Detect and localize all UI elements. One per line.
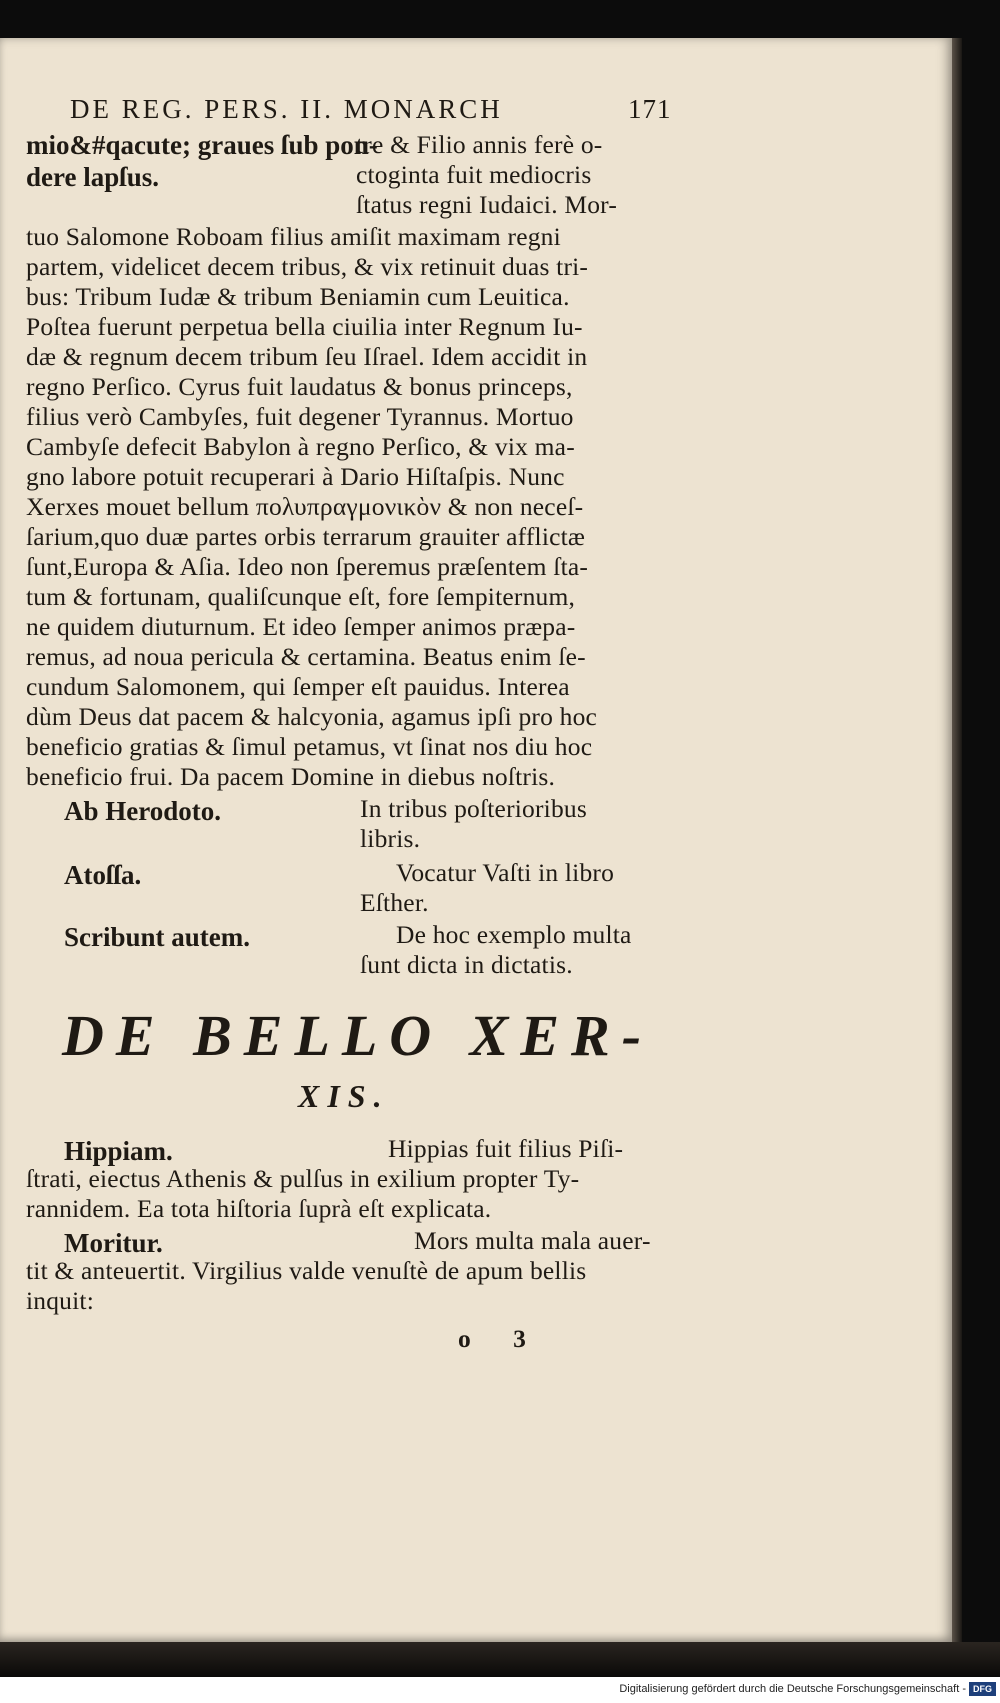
body-line: Poſtea fuerunt perpetua bella ciuilia inter Regnum Iu- xyxy=(26,312,583,341)
section-line: ſtrati, eiectus Athenis & pulſus in exilium propter Ty- xyxy=(26,1164,580,1193)
body-line: cundum Salomonem, qui ſemper eſt pauidus. Interea xyxy=(26,672,570,701)
body-line: filius verò Cambyſes, fuit degener Tyrannus. Mortuo xyxy=(26,402,574,431)
body-line: remus, ad noua pericula & certamina. Beatus enim ſe- xyxy=(26,642,586,671)
body-line: beneficio gratias & ſimul petamus, vt ſinat nos diu hoc xyxy=(26,732,593,761)
top-left-note-line-2: dere lapſus. xyxy=(26,162,160,192)
body-line: partem, videlicet decem tribus, & vix retinuit duas tri- xyxy=(26,252,589,281)
footer-credit: Digitalisierung gefördert durch die Deutsche Forschungsgemeinschaft - xyxy=(619,1683,966,1695)
section-line: Mors multa mala auer- xyxy=(414,1226,651,1255)
gloss-note-line: In tribus poſterioribus xyxy=(360,794,587,823)
section-lemma: Hippiam. xyxy=(64,1136,173,1166)
body-line: Cambyſe defecit Babylon à regno Perſico, & vix ma- xyxy=(26,432,575,461)
top-right-line-3: ſtatus regni Iudaici. Mor- xyxy=(356,190,618,219)
body-line: bus: Tribum Iudæ & tribum Beniamin cum Leuitica. xyxy=(26,282,570,311)
gloss-lemma: Ab Herodoto. xyxy=(64,796,222,826)
gloss-lemma: Scribunt autem. xyxy=(64,922,251,952)
page-edge-shadow xyxy=(952,38,962,1642)
gloss-note-line: De hoc exemplo multa xyxy=(396,920,632,949)
body-line: dæ & regnum decem tribum ſeu Iſrael. Idem accidit in xyxy=(26,342,588,371)
dfg-logo: DFG xyxy=(969,1682,996,1696)
body-line: beneficio frui. Da pacem Domine in diebus noſtris. xyxy=(26,762,556,791)
gloss-note-line: Vocatur Vaſti in libro xyxy=(396,858,615,887)
footer-bar xyxy=(0,1677,1000,1703)
top-right-line-1: tre & Filio annis ferè o- xyxy=(356,130,603,159)
body-line: dùm Deus dat pacem & halcyonia, agamus ipſi pro hoc xyxy=(26,702,598,731)
gloss-lemma: Atoſſa. xyxy=(64,860,142,890)
body-line: regno Perſico. Cyrus fuit laudatus & bonus princeps, xyxy=(26,372,573,401)
scan-background-strip xyxy=(0,1642,1000,1677)
section-title-line-2: XIS. xyxy=(298,1078,390,1114)
section-line: rannidem. Ea tota hiſtoria ſuprà eſt explicata. xyxy=(26,1194,492,1223)
section-lemma: Moritur. xyxy=(64,1228,163,1258)
body-line: Xerxes mouet bellum πολυπραγμονικὸν & non neceſ- xyxy=(26,492,584,521)
page-number: 171 xyxy=(628,94,672,124)
top-left-note-line-1: mio&#qacute; graues ſub pon- xyxy=(26,130,378,160)
body-line: gno labore potuit recuperari à Dario Hiſtaſpis. Nunc xyxy=(26,462,565,491)
section-line: Hippias fuit filius Piſi- xyxy=(388,1134,624,1163)
gloss-note-line: Eſther. xyxy=(360,888,429,917)
section-title-line-1: DE BELLO XER- xyxy=(62,1003,654,1068)
body-line: ne quidem diuturnum. Et ideo ſemper animos præpa- xyxy=(26,612,576,641)
book-page xyxy=(0,38,952,1642)
body-line: ſarium,quo duæ partes orbis terrarum grauiter afflictæ xyxy=(26,522,586,551)
body-line: tum & fortunam, qualiſcunque eſt, fore ſempiternum, xyxy=(26,582,576,611)
gloss-note-line: libris. xyxy=(360,824,421,853)
body-line: ſunt,Europa & Aſia. Ideo non ſperemus præſentem ſta- xyxy=(26,552,589,581)
section-line: tit & anteuertit. Virgilius valde venuſtè de apum bellis xyxy=(26,1256,587,1285)
running-title: DE REG. PERS. II. MONARCH xyxy=(70,94,503,124)
top-right-line-2: ctoginta fuit mediocris xyxy=(356,160,592,189)
signature-mark: o 3 xyxy=(458,1324,544,1353)
body-line: tuo Salomone Roboam filius amiſit maximam regni xyxy=(26,222,561,251)
section-line: inquit: xyxy=(26,1286,94,1315)
gloss-note-line: ſunt dicta in dictatis. xyxy=(360,950,573,979)
